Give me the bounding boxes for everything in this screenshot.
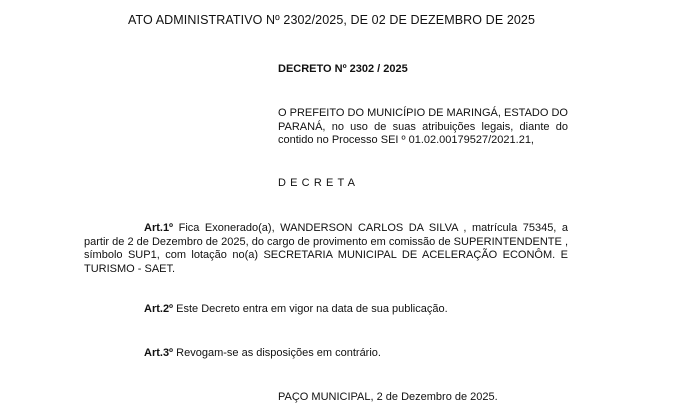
closing-line: PAÇO MUNICIPAL, 2 de Dezembro de 2025. [278,391,498,403]
article-3-label: Art.3º [144,347,174,359]
article-2 [144,303,448,316]
document-title: ATO ADMINISTRATIVO Nº 2302/2025, DE 02 DE DEZEMBRO DE 2025 [128,13,536,27]
article-3 [144,347,381,360]
decreta-heading: DECRETA [278,177,360,189]
article-1-label: Art.1º [144,222,174,234]
preamble-paragraph: O PREFEITO DO MUNICÍPIO DE MARINGÁ, ESTADO DO PARANÁ, no uso de suas atribuições legais, diante do contido no Processo SEI º 01.02.00179527/2021.21, [278,107,568,146]
article-1 [84,222,568,276]
article-3-text: Revogam-se as disposições em contrário. [176,347,381,359]
article-2-text: Este Decreto entra em vigor na data de sua publicação. [176,303,448,315]
article-2-label: Art.2º [144,303,174,315]
article-1-text: Fica Exonerado(a), WANDERSON CARLOS DA SILVA , matrícula 75345, a partir de 2 de Dezembro de 2025, do cargo de provimento em comissão de SUPERINTENDENTE , símbolo SUP1, com lotação no(a) SECRETARIA MUNICIPAL DE ACELERAÇÃO ECONÔM. E TURISMO - SAET. [84,222,569,275]
decree-number: DECRETO Nº 2302 / 2025 [278,63,408,75]
